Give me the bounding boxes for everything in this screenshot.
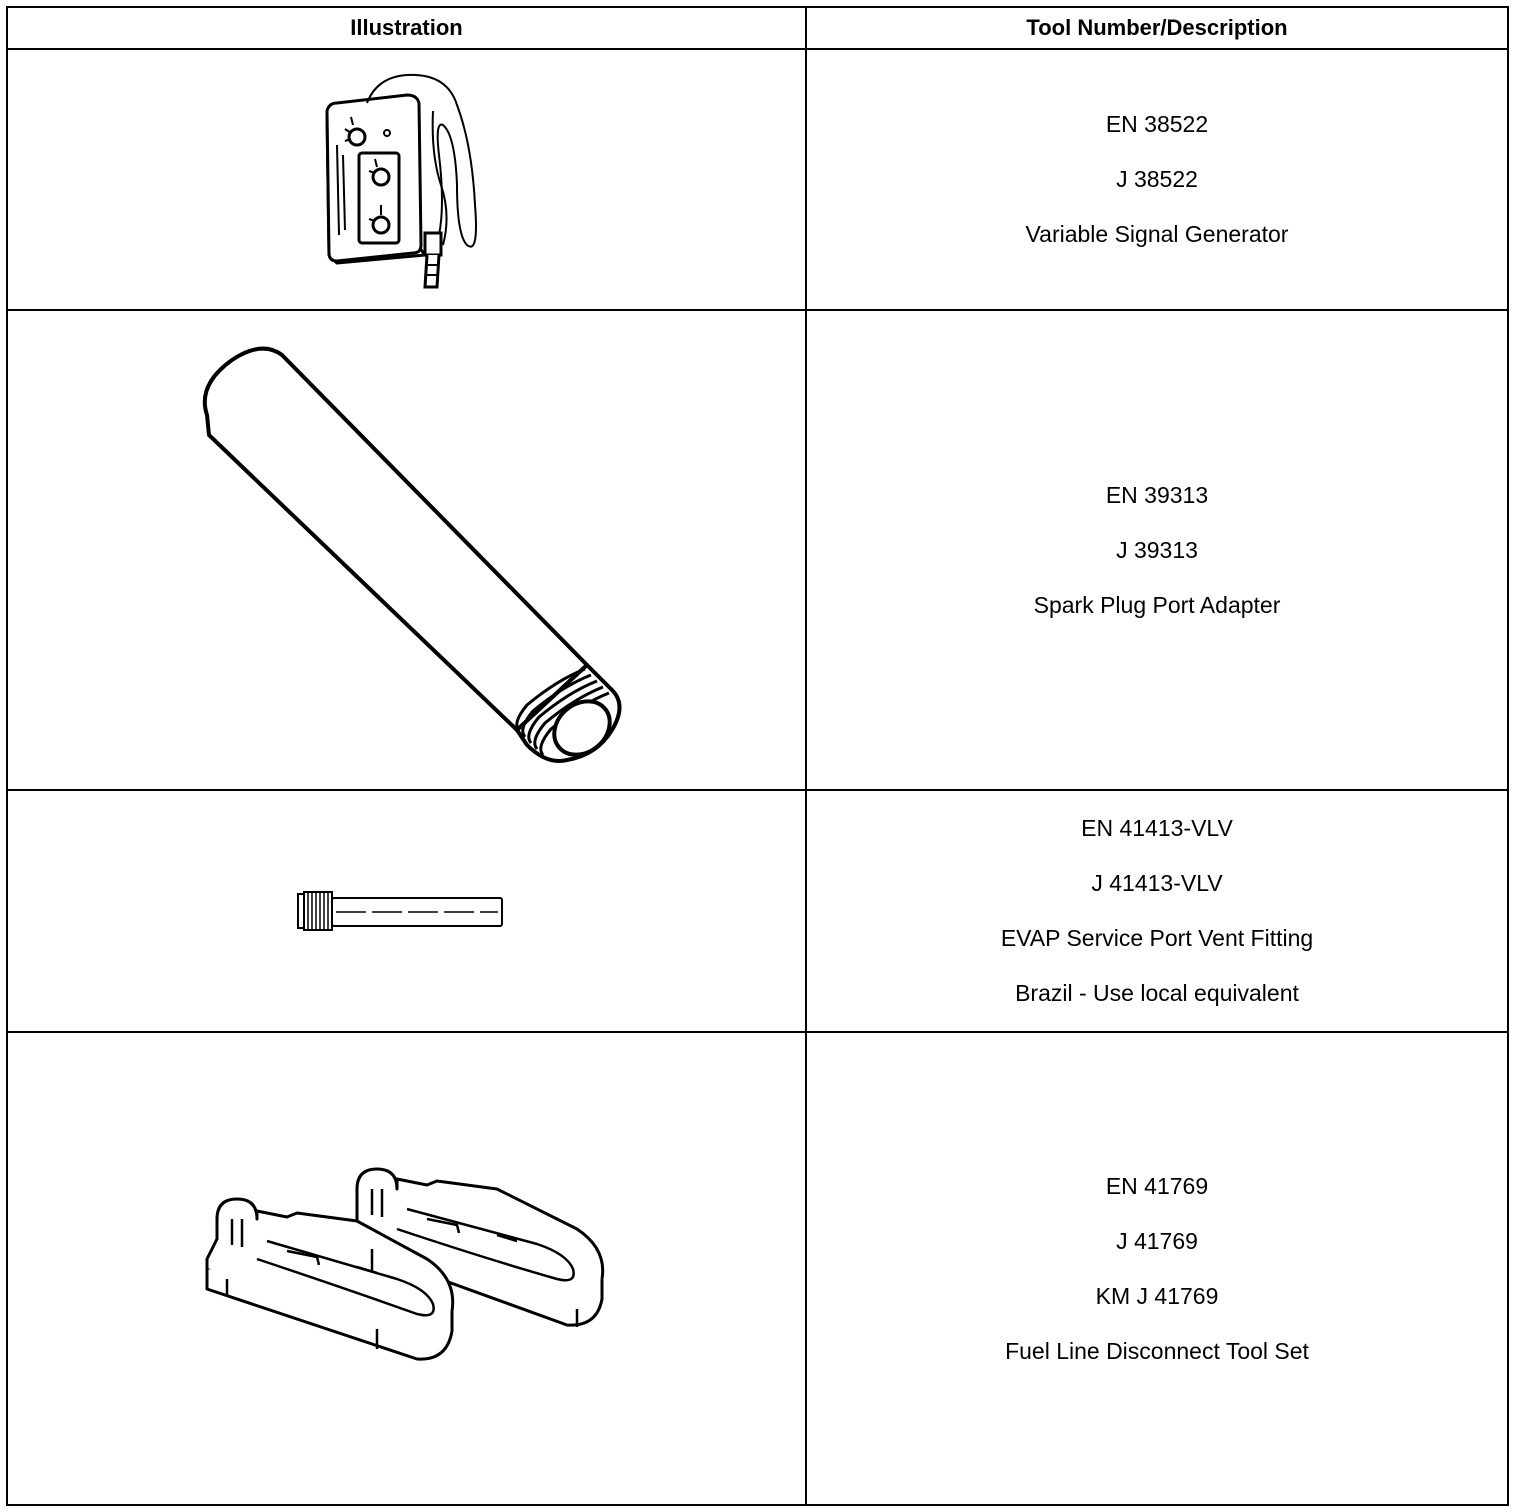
tool-description: Fuel Line Disconnect Tool Set <box>1005 1337 1309 1364</box>
description-cell <box>806 49 1508 310</box>
header-tool-description: Tool Number/Description <box>806 7 1508 49</box>
table-row <box>7 1032 1508 1505</box>
vent-fitting-illustration <box>292 886 522 936</box>
fuel-line-disconnect-illustration <box>197 1149 617 1389</box>
tool-number-j: J 39313 <box>1116 536 1198 563</box>
illustration-cell <box>7 310 806 790</box>
tool-number-en: EN 39313 <box>1105 481 1209 508</box>
tool-number-km: KM J 41769 <box>1095 1282 1219 1309</box>
tool-number-j: J 41413-VLV <box>1091 870 1223 897</box>
tool-description: Spark Plug Port Adapter <box>1033 591 1281 618</box>
description-cell <box>806 790 1508 1032</box>
tool-number-en: EN 41413-VLV <box>1081 815 1233 842</box>
tool-description: Variable Signal Generator <box>1025 221 1289 248</box>
illustration-cell <box>7 1032 806 1505</box>
table-row <box>7 49 1508 310</box>
signal-generator-illustration <box>307 65 507 295</box>
table-row <box>7 790 1508 1032</box>
tool-description: EVAP Service Port Vent Fitting <box>1000 925 1314 952</box>
table-row <box>7 310 1508 790</box>
tool-note: Brazil - Use local equivalent <box>1015 980 1299 1007</box>
spark-plug-adapter-illustration <box>187 335 627 765</box>
tool-number-j: J 38522 <box>1116 166 1198 193</box>
header-illustration: Illustration <box>7 7 806 49</box>
illustration-cell <box>7 790 806 1032</box>
tool-number-en: EN 38522 <box>1105 111 1209 138</box>
tool-table <box>6 6 1509 1506</box>
tool-number-en: EN 41769 <box>1105 1172 1209 1199</box>
description-cell <box>806 1032 1508 1505</box>
tool-number-j: J 41769 <box>1116 1227 1198 1254</box>
description-cell <box>806 310 1508 790</box>
illustration-cell <box>7 49 806 310</box>
